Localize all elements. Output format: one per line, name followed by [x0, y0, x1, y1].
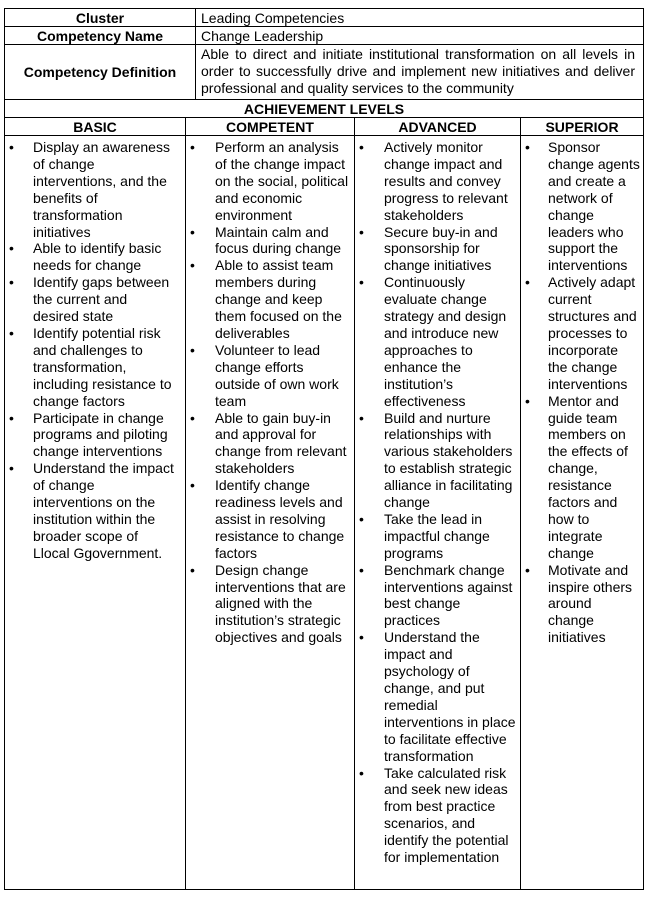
level-header-superior: SUPERIOR	[545, 118, 619, 135]
list-item: • Take the lead in impactful change programs	[359, 510, 490, 561]
list-item: • Maintain calm and focus during change	[190, 223, 342, 257]
bullet-icon: •	[359, 409, 364, 426]
bullet-icon: •	[190, 257, 195, 274]
bullet-icon: •	[359, 629, 364, 646]
bullet-icon: •	[525, 392, 530, 409]
bullet-icon: •	[190, 409, 195, 426]
list-item: • Continuously evaluate change strategy and design and introduce new approaches to enhance the institution’s effectiveness	[359, 274, 507, 409]
list-item: • Benchmark change interventions against best change practices	[359, 561, 513, 629]
superior-column	[521, 136, 643, 889]
bullet-icon: •	[190, 341, 195, 358]
bullet-icon: •	[359, 139, 364, 155]
list-item: • Take calculated risk and seek new ideas from best practice scenarios, and identify the potential for implementation	[359, 764, 509, 866]
competency-table	[4, 8, 644, 890]
bullet-icon: •	[359, 274, 364, 291]
bullet-icon: •	[359, 561, 364, 578]
bullet-icon: •	[525, 139, 530, 155]
competent-column	[186, 136, 355, 889]
list-item: • Actively adapt current structures and processes to incorporate the change interventions	[525, 274, 637, 392]
competency-definition-label: Competency Definition	[5, 45, 196, 99]
list-item: • Able to gain buy-in and approval for change from relevant stakeholders	[190, 409, 347, 477]
list-item: • Identify potential risk and challenges to transformation, including resistance to change factors	[9, 324, 172, 409]
level-header-row	[5, 118, 643, 136]
list-item: • Display an awareness of change interventions, and the benefits of transformation initiatives	[9, 139, 170, 240]
bullet-icon: •	[9, 324, 14, 341]
bullet-icon: •	[190, 561, 195, 578]
competency-name-value: Change Leadership	[201, 27, 324, 44]
bullet-icon: •	[525, 274, 530, 291]
bullet-icon: •	[9, 139, 14, 155]
basic-list	[9, 139, 175, 562]
competency-name-row	[5, 27, 643, 45]
bullet-icon: •	[9, 274, 14, 291]
basic-column	[5, 136, 186, 889]
list-item: • Identify gaps between the current and desired state	[9, 274, 170, 325]
list-item: • Able to assist team members during change and keep them focused on the deliverables	[190, 257, 342, 341]
competency-definition-value: Able to direct and initiate institutional transformation on all levels in order to successfully drive and implement new initiatives and deliver professional and quality services to the community	[201, 46, 635, 96]
bullet-icon: •	[190, 477, 195, 494]
list-item: • Participate in change programs and piloting change interventions	[9, 409, 168, 460]
bullet-icon: •	[9, 409, 14, 426]
list-item: • Able to identify basic needs for change	[9, 240, 162, 274]
cluster-row	[5, 9, 643, 27]
list-item: • Design change interventions that are aligned with the institution’s strategic objectives and goals	[190, 561, 346, 646]
list-item: • Sponsor change agents and create a network of change leaders who support the interventions	[525, 139, 640, 274]
list-item: • Identify change readiness levels and assist in resolving resistance to change factors	[190, 477, 345, 561]
competent-list	[190, 139, 351, 646]
list-item: • Build and nurture relationships with various stakeholders to establish strategic alliance in facilitating change	[359, 409, 513, 511]
bullet-icon: •	[359, 223, 364, 240]
bullet-icon: •	[9, 460, 14, 477]
bullet-icon: •	[525, 561, 530, 578]
bullet-icon: •	[359, 764, 364, 781]
list-item: • Understand the impact and psychology of change, and put remedial interventions in place to facilitate effective transformation	[359, 629, 516, 764]
level-header-competent: COMPETENT	[186, 118, 355, 135]
list-item: • Motivate and inspire others around change initiatives	[525, 561, 633, 646]
bullet-icon: •	[9, 240, 14, 257]
level-header-advanced: ADVANCED	[355, 118, 521, 135]
cluster-label: Cluster	[5, 9, 196, 26]
bullet-icon: •	[190, 139, 195, 155]
achievement-levels-title: ACHIEVEMENT LEVELS	[5, 100, 643, 118]
list-item: • Volunteer to lead change efforts outside of own work team	[190, 341, 339, 409]
competency-definition-row	[5, 45, 643, 100]
competency-name-label: Competency Name	[5, 27, 196, 44]
superior-list	[525, 139, 641, 646]
list-item: • Secure buy-in and sponsorship for change initiatives	[359, 223, 498, 274]
list-item: • Mentor and guide team members on the effects of change, resistance factors and how to integrate change	[525, 392, 628, 561]
advanced-list	[359, 139, 518, 866]
list-item: • Understand the impact of change interventions on the institution within the broader scope of Llocal Ggovernment.	[9, 460, 174, 561]
cluster-value: Leading Competencies	[201, 9, 345, 26]
bullet-icon: •	[359, 510, 364, 527]
level-header-basic: BASIC	[5, 118, 186, 135]
advanced-column	[355, 136, 521, 889]
list-item: • Perform an analysis of the change impact on the social, political and economic environment	[190, 139, 349, 223]
list-item: • Actively monitor change impact and results and convey progress to relevant stakeholders	[359, 139, 508, 223]
bullet-icon: •	[190, 223, 195, 240]
